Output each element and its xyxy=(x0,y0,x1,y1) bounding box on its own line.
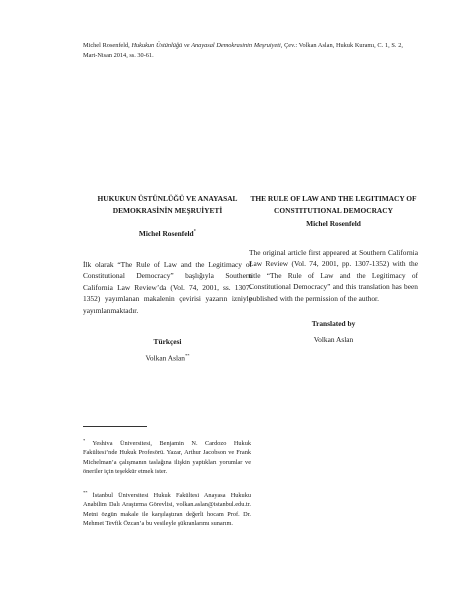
author-footnote-mark: * xyxy=(193,229,197,235)
citation-title: Hukukun Üstünlüğü ve Anayasal Demokrasinin Meşruiyeti, xyxy=(131,42,283,49)
footnote-mark: * xyxy=(83,438,86,443)
footnote-divider xyxy=(83,426,147,427)
turkish-translated-label: Türkçesi xyxy=(153,337,182,347)
translator-footnote-mark: ** xyxy=(185,353,190,359)
turkish-translator xyxy=(83,353,252,362)
turkish-body: İlk olarak “The Rule of Law and the Legitimacy of Constitutional Democracy” başlığıyla Southern California Law Review’da (Vol. 74, 2001, ss. 1307-1352) yayımlanan makalenin çevirisi yazarın izniyle yayımlanmaktadır. xyxy=(83,260,252,315)
citation-prefix: Michel Rosenfeld, xyxy=(83,42,132,49)
footnote-author xyxy=(83,436,251,476)
turkish-author-name: Michel Rosenfeld xyxy=(138,229,194,238)
turkish-author xyxy=(83,229,252,238)
citation-header xyxy=(83,41,403,60)
citation-suffix: Çev.: Volkan Aslan, Hukuk Kuramı, C. 1, S. 2, Mart-Nisan 2014, ss. 30-61. xyxy=(83,42,403,59)
english-author: Michel Rosenfeld xyxy=(306,219,361,228)
english-translated-label: Translated by xyxy=(311,319,356,329)
turkish-title: HUKUKUN ÜSTÜNLÜĞÜ VE ANAYASAL DEMOKRASİNİN MEŞRUİYETİ xyxy=(97,194,238,215)
english-body: The original article first appeared at Southern California Law Review (Vol. 74, 2001, pp. 1307-1352) with the title “The Rule of Law and the Legitimacy of Constitutional Democracy” and this translation has been published with the permission of the author. xyxy=(249,248,418,303)
english-column xyxy=(249,193,418,344)
turkish-translator-name: Volkan Aslan xyxy=(145,353,185,363)
footnote-mark: ** xyxy=(83,490,88,495)
footnote-text: Yeshiva Üniversitesi, Benjamin N. Cardozo Hukuk Fakültesi’nde Hukuk Profesörü. Yazar, Arthur Jacobson ve Frank Michelman’a çalışmanın taslağına ilişkin yaptıkları yorumlar ve öneriler için teşekkür etmek ister. xyxy=(83,440,251,475)
footnote-translator xyxy=(83,488,251,528)
turkish-column xyxy=(83,193,252,363)
footnote-text: İstanbul Üniversitesi Hukuk Fakültesi Anayasa Hukuku Anabilim Dalı Araştırma Görevlisi, volkan.aslan@istanbul.edu.tr. Metni özgün makale ile karşılaştıran değerli hocam Prof. Dr. Mehmet Tevfik Özcan’a bu vesileyle şükranlarımı sunarım. xyxy=(83,492,251,527)
english-title: THE RULE OF LAW AND THE LEGITIMACY OF CONSTITUTIONAL DEMOCRACY xyxy=(250,194,417,215)
english-translator: Volkan Aslan xyxy=(313,335,354,345)
